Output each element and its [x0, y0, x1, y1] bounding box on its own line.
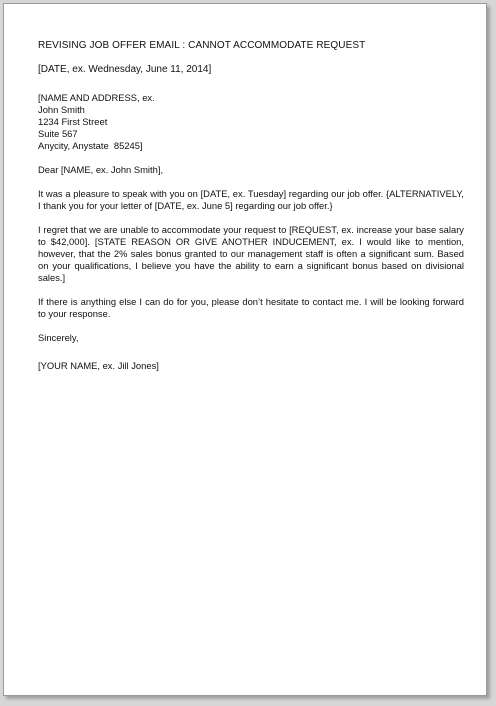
letter-body [38, 40, 464, 372]
letter-date: [DATE, ex. Wednesday, June 11, 2014] [38, 64, 212, 75]
signature: [YOUR NAME, ex. Jill Jones] [38, 360, 159, 371]
greeting: Dear [NAME, ex. John Smith], [38, 164, 164, 175]
address-line: [NAME AND ADDRESS, ex. [38, 92, 155, 103]
paragraph-closing: If there is anything else I can do for you, please don’t hesitate to contact me. I will be looking forward to your response. [38, 296, 464, 319]
address-line: John Smith [38, 104, 85, 115]
address-line: Anycity, Anystate 85245] [38, 140, 143, 151]
document-page [3, 3, 487, 696]
letter-title: REVISING JOB OFFER EMAIL : CANNOT ACCOMMODATE REQUEST [38, 40, 366, 51]
address-line: Suite 567 [38, 128, 78, 139]
paragraph-opening: It was a pleasure to speak with you on [DATE, ex. Tuesday] regarding our job offer. {ALTERNATIVELY, I thank you for your letter of [DATE, ex. June 5] regarding our job offer.} [38, 188, 464, 211]
paragraph-regret: I regret that we are unable to accommodate your request to [REQUEST, ex. increase your base salary to $42,000]. [STATE REASON OR GIVE ANOTHER INDUCEMENT, ex. I would like to mention, however, that the 2% sales bonus granted to our management staff is often a significant sum. Based on your qualifications, I believe you have the ability to earn a significant bonus based on divisional sales.] [38, 224, 464, 283]
closing: Sincerely, [38, 332, 79, 343]
address-line: 1234 First Street [38, 116, 108, 127]
recipient-address [38, 92, 464, 152]
